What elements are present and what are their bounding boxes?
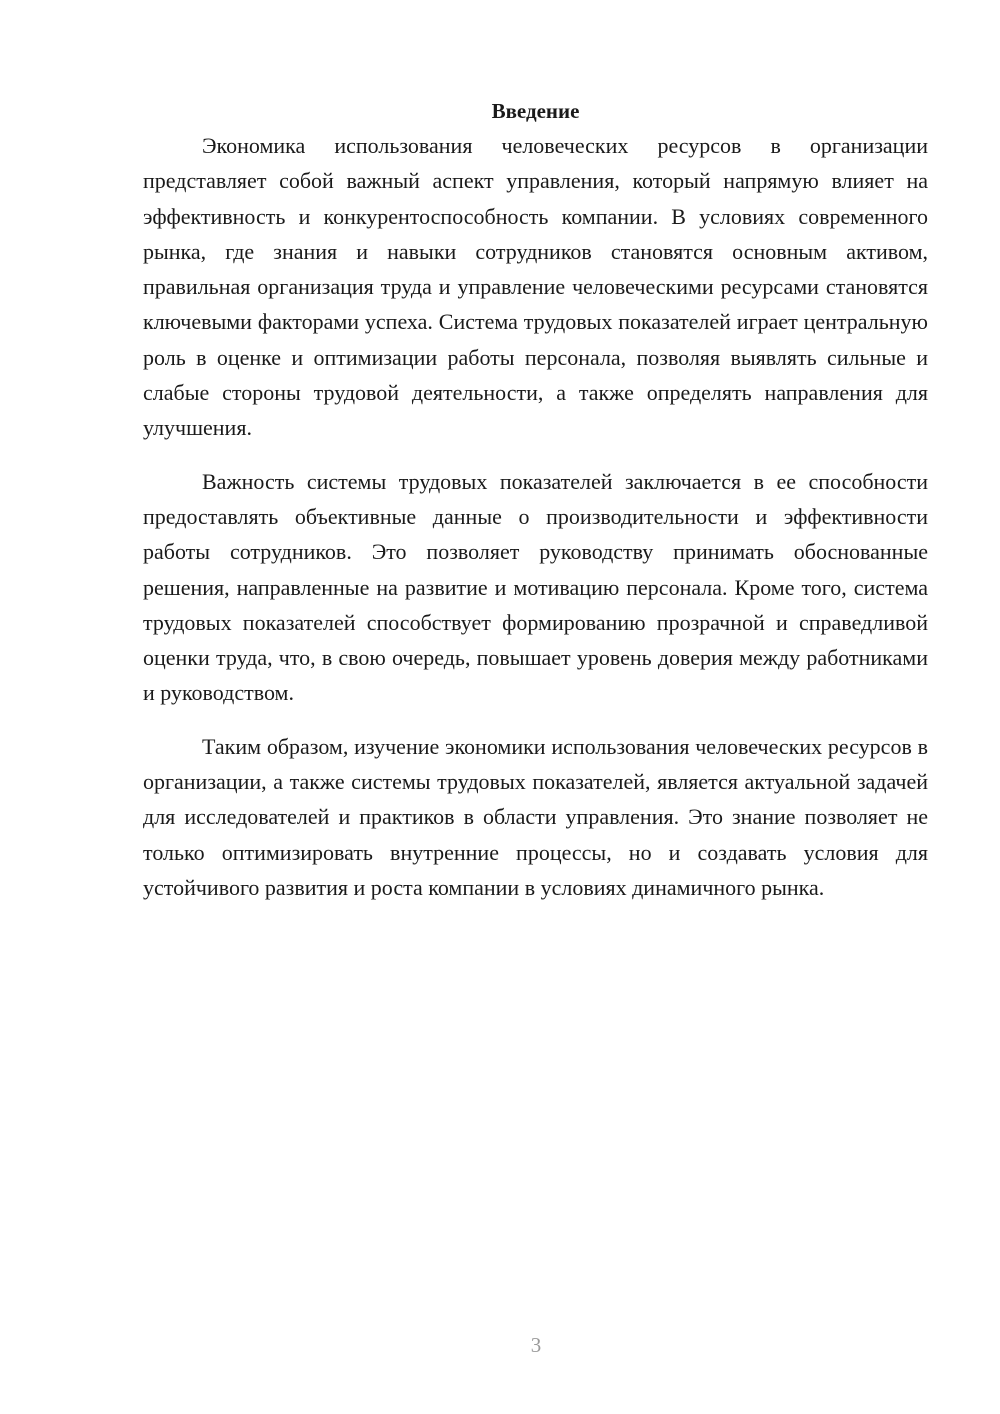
paragraph-1: Экономика использования человеческих ресурсов в организации представляет собой важный аспект управления, который напрямую влияет на эффективность и конкурентоспособность компании. В условиях современного рынка, где знания и навыки сотрудников становятся основным активом, правильная организация труда и управление человеческими ресурсами становятся ключевыми факторами успеха. Система трудовых показателей играет центральную роль в оценке и оптимизации работы персонала, позволяя выявлять сильные и слабые стороны трудовой деятельности, а также определять направления для улучшения. — [143, 133, 928, 441]
paragraph-3: Таким образом, изучение экономики использования человеческих ресурсов в организации, а также системы трудовых показателей, является актуальной задачей для исследователей и практиков в области управления. Это знание позволяет не только оптимизировать внутренние процессы, но и создавать условия для устойчивого развития и роста компании в условиях динамичного рынка. — [143, 733, 928, 900]
page-number: 3 — [530, 1333, 542, 1357]
section-title: Введение — [491, 99, 580, 123]
page-content — [143, 94, 928, 905]
paragraph-2: Важность системы трудовых показателей заключается в ее способности предоставлять объективные данные о производительности и эффективности работы сотрудников. Это позволяет руководству принимать обоснованные решения, направленные на развитие и мотивацию персонала. Кроме того, система трудовых показателей способствует формированию прозрачной и справедливой оценки труда, что, в свою очередь, повышает уровень доверия между работниками и руководством. — [143, 468, 928, 706]
